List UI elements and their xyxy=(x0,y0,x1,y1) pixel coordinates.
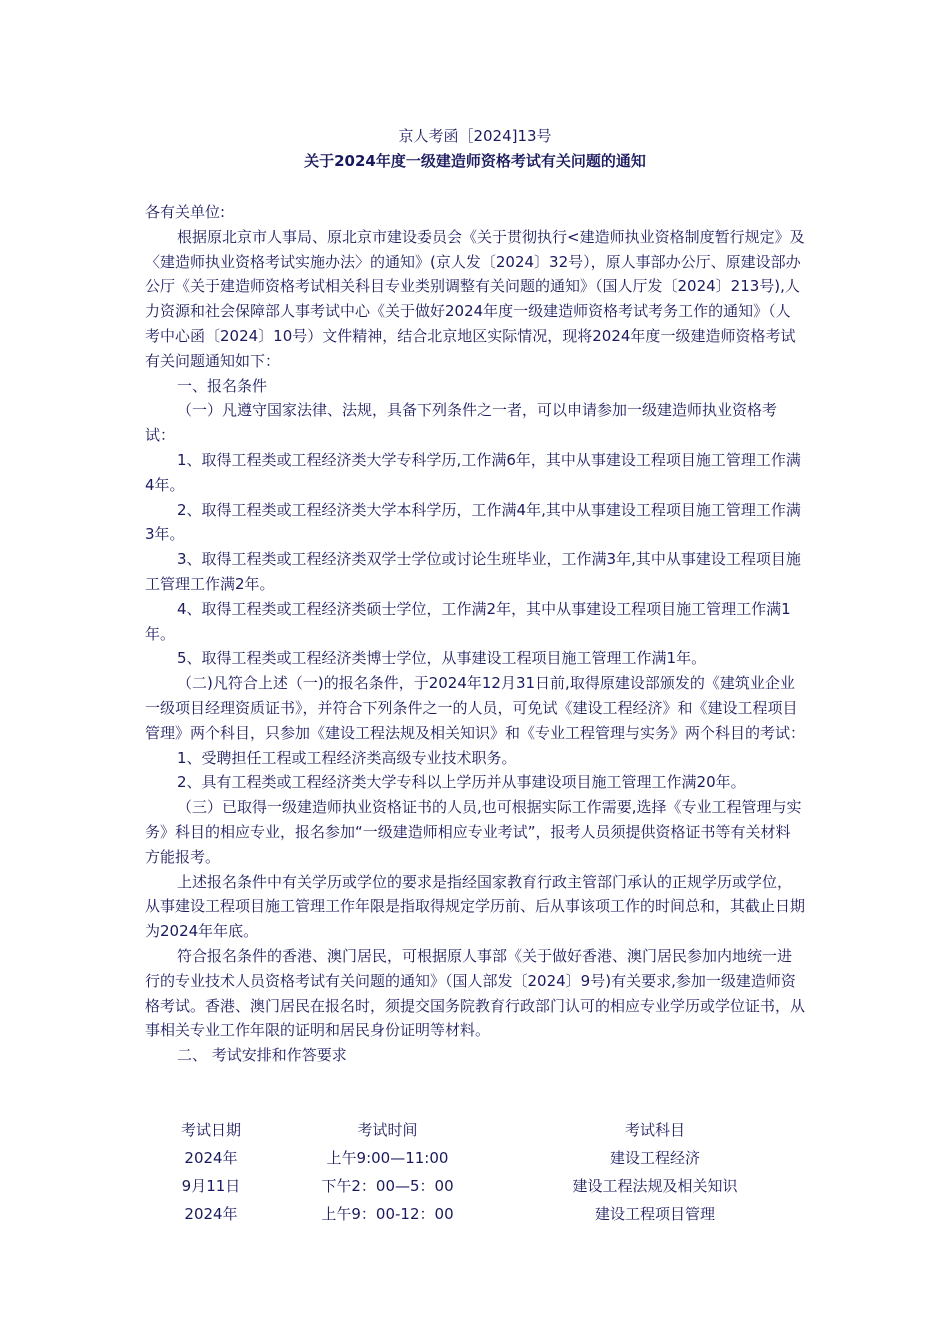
condition-item: 2、取得工程类或工程经济类大学本科学历，工作满4年,其中从事建设工程项目施工管理工作满3年。 xyxy=(145,500,801,544)
condition-item: 5、取得工程类或工程经济类博士学位，从事建设工程项目施工管理工作满1年。 xyxy=(177,649,707,668)
header-exam-time: 考试时间 xyxy=(357,1121,418,1139)
condition-group-2: （二)凡符合上述（一)的报名条件，于2024年12月31日前,取得原建设部颁发的《建筑业企业一级项目经理资质证书》，并符合下列条件之一的人员，可免试《建设工程经济》和《建设工程项目管理》两个科目，只参加《建设工程法规及相关知识》和《专业工程管理与实务》两个科目的考试： xyxy=(145,674,806,742)
exam-subject-cell: 建设工程经济 xyxy=(609,1149,700,1167)
exam-date-cell: 2024年 xyxy=(184,1149,238,1167)
document-body xyxy=(145,200,805,1068)
table-row xyxy=(145,1144,805,1172)
condition-item: 1、取得工程类或工程经济类大学专科学历,工作满6年，其中从事建设工程项目施工管理工作满4年。 xyxy=(145,450,801,494)
table-row xyxy=(145,1200,805,1228)
education-note-paragraph: 上述报名条件中有关学历或学位的要求是指经国家教育行政主管部门承认的正规学历或学位，从事建设工程项目施工管理工作年限是指取得规定学历前、后从事该项工作的时间总和，其截止日期为2024年年底。 xyxy=(145,872,806,941)
table-row xyxy=(145,1172,805,1200)
condition-item: 1、受聘担任工程或工程经济类高级专业技术职务。 xyxy=(177,748,517,767)
condition-item: 2、具有工程类或工程经济类大学专科以上学历并从事建设项目施工管理工作满20年。 xyxy=(177,773,746,792)
intro-paragraph: 根据原北京市人事局、原北京市建设委员会《关于贯彻执行<建造师执业资格制度暂行规定》及〈建造师执业资格考试实施办法〉的通知》(京人发〔2024〕32号），原人事部办公厅、原建设部办公厅《关于建造师资格考试相关科目专业类别调整有关问题的通知》（国人厅发〔2024〕213号),人力资源和社会保障部人事考试中心《关于做好2024年度一级建造师资格考试考务工作的通知》（人考中心函〔2024〕10号）文件精神，结合北京地区实际情况，现将2024年度一级建造师资格考试有关问题通知如下： xyxy=(145,227,805,370)
condition-item: 4、取得工程类或工程经济类硕士学位，工作满2年，其中从事建设工程项目施工管理工作满1年。 xyxy=(145,599,791,643)
exam-schedule-table xyxy=(145,1116,805,1228)
document-title: 关于2024年度一级建造师资格考试有关问题的通知 xyxy=(304,152,646,170)
exam-date-cell: 2024年 xyxy=(184,1205,238,1223)
exam-time-cell: 上午9:00—11:00 xyxy=(326,1149,449,1167)
exam-subject-cell: 建设工程项目管理 xyxy=(594,1205,715,1223)
condition-group-3: （三）已取得一级建造师执业资格证书的人员,也可根据实际工作需要,选择《专业工程管理与实务》科目的相应专业，报名参加“一级建造师相应专业考试”，报考人员须提供资格证书等有关材料方能报考。 xyxy=(145,798,802,866)
section-heading-registration: 一、报名条件 xyxy=(177,376,268,395)
section-heading-exam: 二、 考试安排和作答要求 xyxy=(177,1046,347,1065)
header-exam-date: 考试日期 xyxy=(180,1121,241,1139)
hk-macau-paragraph: 符合报名条件的香港、澳门居民，可根据原人事部《关于做好香港、澳门居民参加内地统一进行的专业技术人员资格考试有关问题的通知》（国人部发〔2024〕9号)有关要求,参加一级建造师资格考试。香港、澳门居民在报名时，须提交国务院教育行政部门认可的相应专业学历或学位证书，从事相关专业工作年限的证明和居民身份证明等材料。 xyxy=(145,946,806,1040)
exam-table-header-row xyxy=(145,1116,805,1144)
document-reference-number: 京人考函［2024]13号 xyxy=(398,127,552,145)
exam-subject-cell: 建设工程法规及相关知识 xyxy=(572,1177,738,1195)
exam-date-cell: 9月11日 xyxy=(181,1177,241,1195)
exam-time-cell: 上午9：00-12：00 xyxy=(321,1205,454,1223)
salutation: 各有关单位: xyxy=(145,203,226,221)
condition-group-1: （一）凡遵守国家法律、法规，具备下列条件之一者，可以申请参加一级建造师执业资格考试： xyxy=(145,401,778,445)
header-exam-subject: 考试科目 xyxy=(624,1121,685,1139)
exam-time-cell: 下午2：00—5：00 xyxy=(321,1177,454,1195)
condition-item: 3、取得工程类或工程经济类双学士学位或讨论生班毕业，工作满3年,其中从事建设工程项目施工管理工作满2年。 xyxy=(145,550,801,593)
